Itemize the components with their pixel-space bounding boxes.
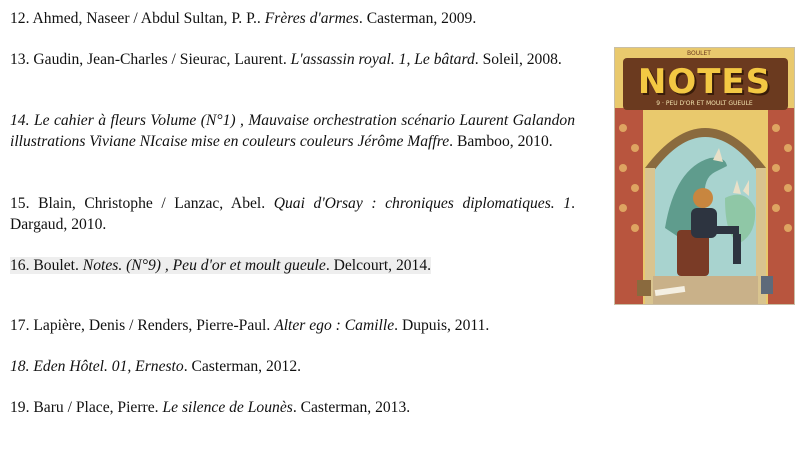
entry-authors: Ahmed, Naseer / Abdul Sultan, P. P.. [32, 10, 261, 27]
entry-publisher: . Dargaud, 2010. [10, 195, 575, 233]
entry-title: Eden Hôtel. 01, Ernesto [33, 358, 184, 375]
entry-title: Alter ego : Camille [274, 317, 395, 334]
entry-title: Le cahier à fleurs Volume (N°1) , Mauvaise orchestration scénario Laurent Galandon illustrations Viviane NIcaise mise en couleurs couleurs Jérôme Maffre [10, 112, 575, 150]
entry-publisher: . Casterman, 2012. [183, 358, 302, 375]
book-cover-image[interactable] [614, 47, 795, 305]
highlight-band [10, 257, 431, 274]
entry-authors: Gaudin, Jean-Charles / Sieurac, Laurent. [33, 51, 287, 68]
entry-number: 12. [10, 10, 30, 27]
entry-publisher: . Bamboo, 2010. [449, 133, 553, 150]
list-item-13 [10, 49, 575, 70]
entry-number: 18. [10, 358, 30, 375]
entry-number: 14. [10, 112, 30, 129]
list-item-19 [10, 397, 410, 418]
entry-title: L'assassin royal. 1, Le bâtard [290, 51, 475, 68]
list-item-14 [10, 110, 575, 152]
list-item-17 [10, 315, 489, 336]
entry-number: 15. [10, 195, 30, 212]
entry-publisher: . Dupuis, 2011. [394, 317, 490, 334]
cover-title: NOTES [637, 62, 772, 102]
entry-title: Le silence de Lounès [162, 399, 293, 416]
entry-title: Notes. (N°9) , Peu d'or et moult gueule [82, 257, 326, 274]
entry-authors: Blain, Christophe / Lanzac, Abel. [38, 195, 266, 212]
entry-title: Quai d'Orsay : chroniques diplomatiques. 1 [273, 195, 572, 212]
list-item-16-highlighted[interactable] [10, 255, 431, 276]
entry-authors: Boulet. [33, 257, 79, 274]
entry-title: Frères d'armes [264, 10, 359, 27]
entry-publisher: . Delcourt, 2014. [325, 257, 432, 274]
entry-publisher: . Casterman, 2009. [358, 10, 477, 27]
list-item-15 [10, 193, 575, 235]
entry-number: 19. [10, 399, 30, 416]
entry-publisher: . Soleil, 2008. [474, 51, 562, 68]
entry-publisher: . Casterman, 2013. [292, 399, 411, 416]
list-item-18 [10, 356, 301, 377]
entry-number: 16. [10, 257, 30, 274]
list-item-12 [10, 8, 476, 29]
entry-number: 17. [10, 317, 30, 334]
cover-subtitle: 9 · PEU D'OR ET MOULT GUEULE [656, 100, 753, 107]
entry-authors: Lapière, Denis / Renders, Pierre-Paul. [33, 317, 271, 334]
entry-authors: Baru / Place, Pierre. [33, 399, 159, 416]
cover-author: BOULET [687, 50, 711, 57]
entry-number: 13. [10, 51, 30, 68]
